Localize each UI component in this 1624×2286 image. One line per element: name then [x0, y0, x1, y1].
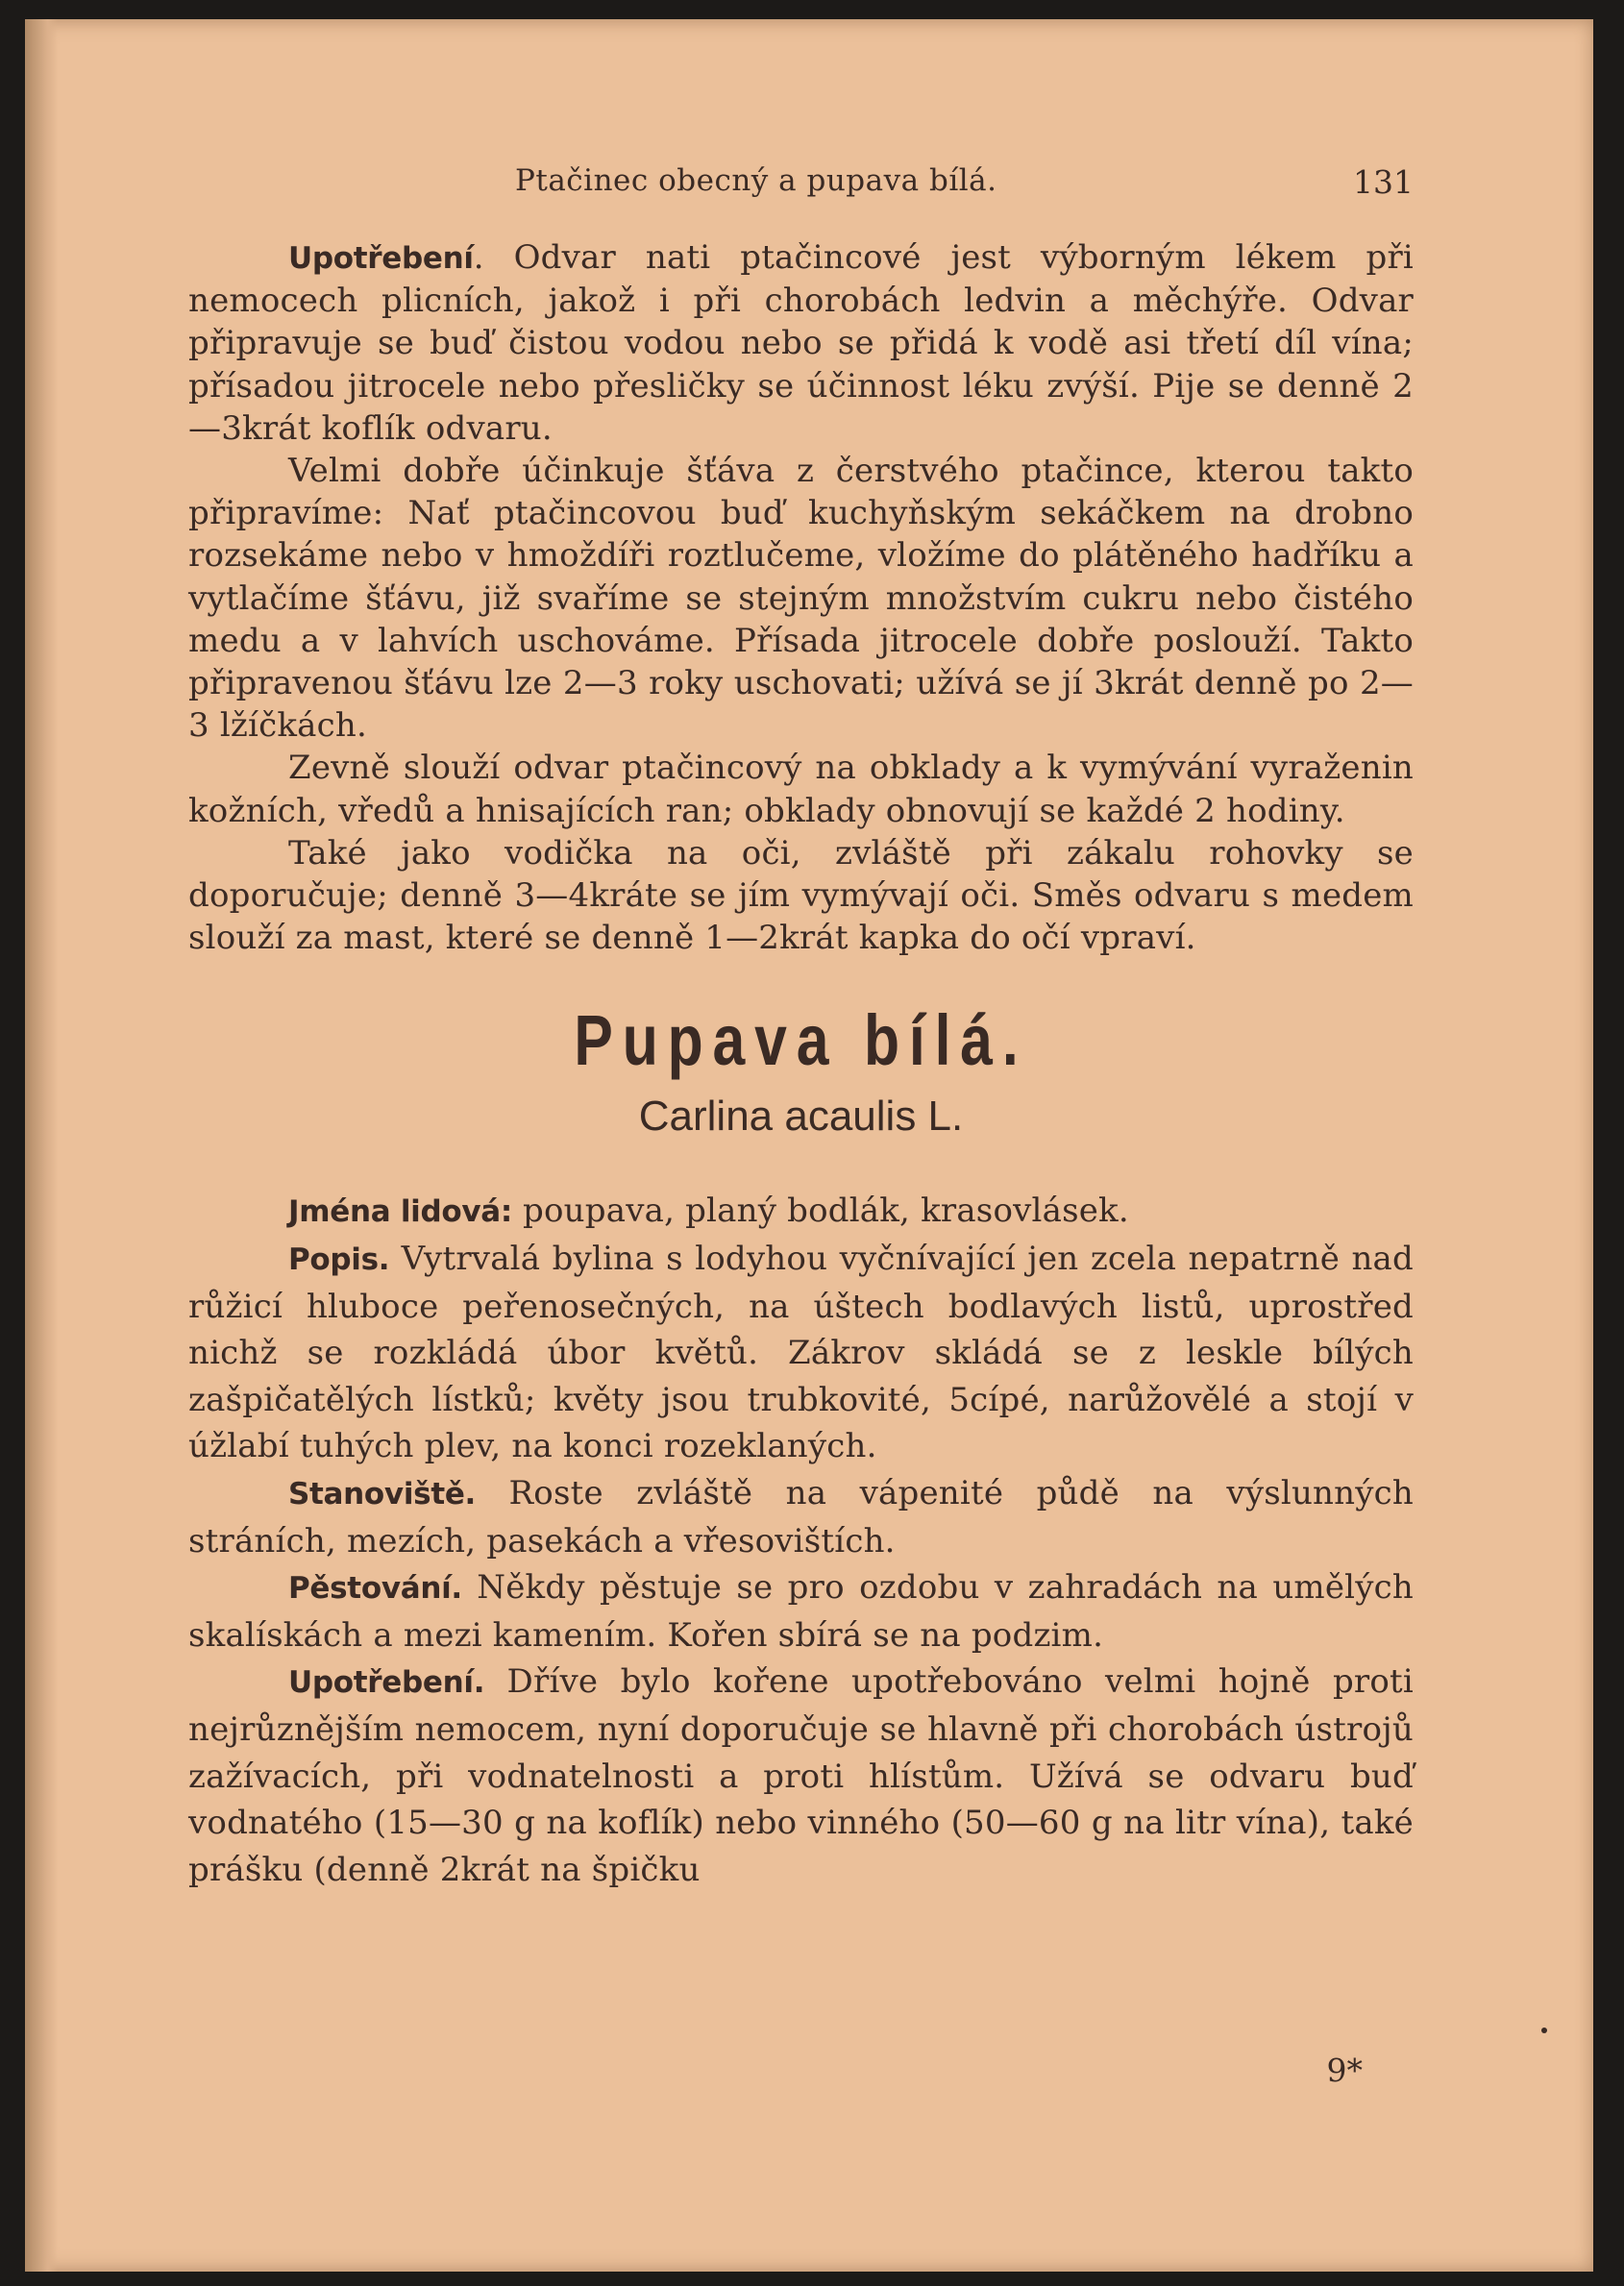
use-paragraph — [188, 236, 1414, 450]
folk-names-text: poupava, planý bodlák, krasovlásek. — [512, 1192, 1129, 1231]
running-title: Ptačinec obecný a pupava bílá. — [515, 163, 997, 198]
running-head — [188, 163, 1414, 202]
latin-name: Carlina acaulis L. — [638, 1093, 964, 1141]
habitat-text: Roste zvláště na vápenité půdě na výslunných stráních, mezích, pasekách a vřesovištích. — [188, 1474, 1414, 1561]
habitat-paragraph — [188, 1470, 1414, 1564]
printer-signature: 9* — [1326, 2052, 1363, 2089]
folk-names-heading: Jména lidová: — [288, 1194, 513, 1230]
habitat-heading: Stanoviště. — [288, 1477, 477, 1512]
cultivation-heading: Pěstování. — [288, 1571, 462, 1607]
juice-paragraph: Velmi dobře účinkuje šťáva z čerstvého ptačince, kterou takto připravíme: Nať ptačincovou buď kuchyňským sekáčkem na drobno rozsekáme nebo v hmoždíři roztlučeme, vložíme do plátěného hadříku a vytlačíme šťávu, již svaříme se stejným množstvím cukru nebo čistého medu a v lahvích uschováme. Přísada jitrocele dobře poslouží. Takto připravenou šťávu lze 2—3 roky uschovati; užívá se jí 3krát denně po 2—3 lžíčkách. — [188, 452, 1414, 746]
external-use-paragraph: Zevně slouží odvar ptačincový na obklady a k vymývání vyraženin kožních, vředů a hnisajících ran; obklady obnovují se každé 2 hodiny. — [188, 749, 1414, 830]
plant-use-heading: Upotřebení. — [288, 1665, 485, 1701]
margin-speck — [1541, 2028, 1547, 2033]
folk-names-paragraph — [188, 1188, 1414, 1236]
use-text: . Odvar nati ptačincové jest výborným lékem při nemocech plicních, jakož i při chorobách ledvin a měchýře. Odvar připravuje se buď čistou vodou nebo se přidá k vodě asi třetí díl vína; přísadou jitrocele nebo přesličky se účinnost léku zvýší. Pije se denně 2—3krát koflík odvaru. — [188, 238, 1414, 448]
description-paragraph — [188, 1236, 1414, 1470]
plant-title: Pupava bílá. — [574, 1000, 1028, 1081]
page-gutter — [25, 19, 58, 2272]
description-heading: Popis. — [288, 1242, 390, 1278]
text-block — [188, 163, 1414, 1893]
cultivation-paragraph — [188, 1564, 1414, 1659]
page-number: 131 — [1353, 163, 1414, 201]
eye-water-paragraph: Také jako vodička na oči, zvláště při zákalu rohovky se doporučuje; denně 3—4kráte se jím vymývají oči. Směs odvaru s medem slouží za mast, které se denně 1—2krát kapka do očí vpraví. — [188, 833, 1414, 958]
plant-use-text: Dříve bylo kořene upotřebováno velmi hojně proti nejrůznějším nemocem, nyní doporučuje se hlavně při chorobách ústrojů zažívacích, při vodnatelnosti a proti hlístům. Užívá se odvaru buď vodnatého (15—30 g na koflík) nebo vinného (50—60 g na litr vína), také prášku (denně 2krát na špičku — [188, 1662, 1414, 1889]
cultivation-text: Někdy pěstuje se pro ozdobu v zahradách na umělých skalískách a mezi kamením. Kořen sbírá se na podzim. — [188, 1568, 1414, 1655]
use-heading: Upotřebení — [288, 241, 474, 276]
book-page — [25, 19, 1593, 2272]
plant-use-paragraph — [188, 1659, 1414, 1893]
description-text: Vytrvalá bylina s lodyhou vyčnívající jen zcela nepatrně nad růžicí hluboce peřenosečných, na úštech bodlavých listů, uprostřed nichž se rozkládá úbor květů. Zákrov skládá se z leskle bílých zašpičatělých lístků; květy jsou trubkovité, 5cípé, narůžovělé a stojí v úžlabí tuhých plev, na konci rozeklaných. — [188, 1240, 1414, 1466]
plant-section — [188, 1188, 1414, 1893]
